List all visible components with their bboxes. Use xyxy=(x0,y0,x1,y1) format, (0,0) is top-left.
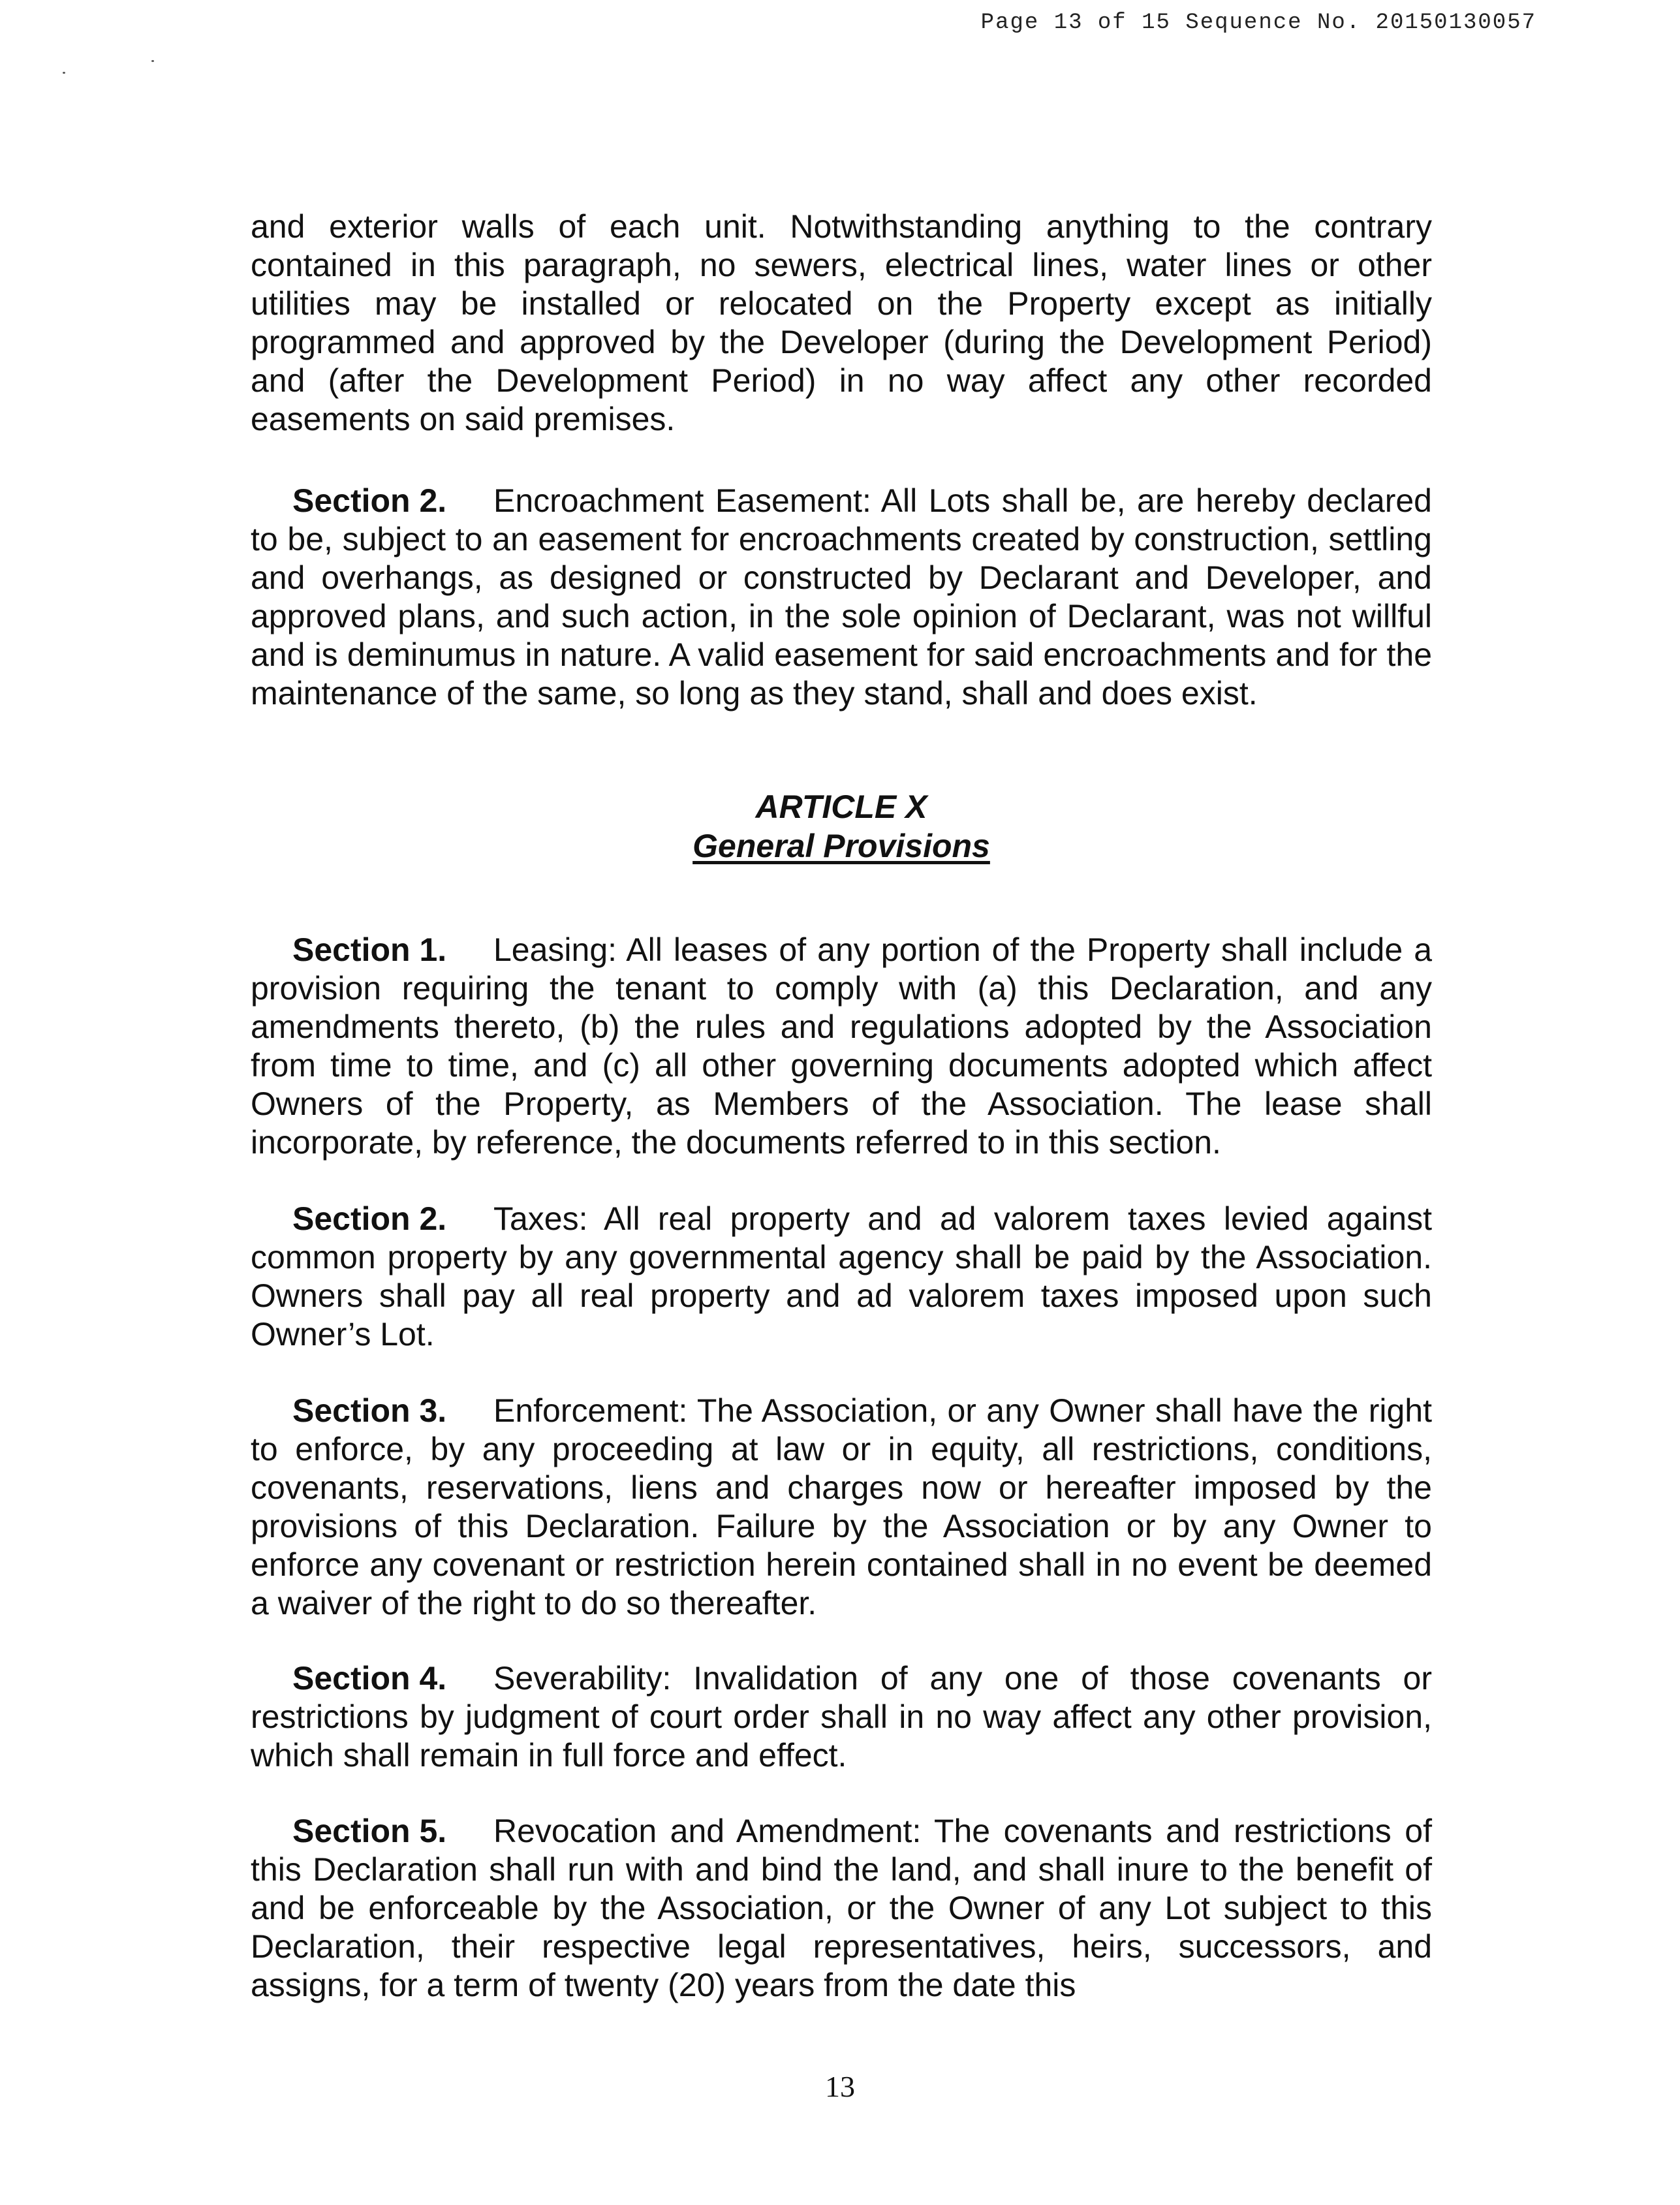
section-text: Enforcement: The Association, or any Owner shall have the right to enforce, by any proceeding at law or in equity, all restrictions, conditions, covenants, reservations, liens and charges now or hereafter imposed by the provisions of this Declaration. Failure by the Association or by any Owner to enforce any covenant or restriction herein contained shall in no event be deemed a waiver of the right to do so thereafter. xyxy=(251,1392,1432,1621)
article-title: ARTICLE X xyxy=(755,789,927,825)
section-1-leasing xyxy=(251,931,1432,1162)
section-2-taxes xyxy=(251,1200,1432,1354)
section-label: Section 5. xyxy=(292,1813,447,1849)
section-text: Severability: Invalidation of any one of those covenants or restrictions by judgment of court order shall in no way affect any other provision, which shall remain in full force and effect. xyxy=(251,1660,1432,1774)
scan-speck xyxy=(151,60,154,62)
section-text: Taxes: All real property and ad valorem taxes levied against common property by any governmental agency shall be paid by the Association. Owners shall pay all real property and ad valorem taxes imposed upon such Owner’s Lot. xyxy=(251,1200,1432,1353)
intro-paragraph: and exterior walls of each unit. Notwithstanding anything to the contrary contained in this paragraph, no sewers, electrical lines, water lines or other utilities may be installed or relocated on the Property except as initially programmed and approved by the Developer (during the Development Period) and (after the Development Period) in no way affect any other recorded easements on said premises. xyxy=(251,208,1432,437)
section-label: Section 1. xyxy=(292,931,447,968)
section-label: Section 2. xyxy=(292,482,447,519)
section-label: Section 4. xyxy=(292,1660,447,1697)
section-label: Section 2. xyxy=(292,1200,447,1237)
section-text: Revocation and Amendment: The covenants and restrictions of this Declaration shall run with and bind the land, and shall inure to the benefit of and be enforceable by the Association, or the Owner of any Lot subject to this Declaration, their respective legal representatives, heirs, successors, and assigns, for a term of twenty (20) years from the date this xyxy=(251,1813,1432,2003)
scan-speck xyxy=(63,72,65,74)
article-heading xyxy=(251,787,1432,866)
section-2-encroachment xyxy=(251,482,1432,713)
section-5-revocation xyxy=(251,1812,1432,2005)
section-text: Encroachment Easement: All Lots shall be, are hereby declared to be, subject to an easement for encroachments created by construction, settling and overhangs, as designed or constructed by Declarant and Developer, and approved plans, and such action, in the sole opinion of Declarant, was not willful and is deminumus in nature. A valid easement for said encroachments and for the maintenance of the same, so long as they stand, shall and does exist. xyxy=(251,482,1432,712)
section-text: Leasing: All leases of any portion of the Property shall include a provision requiring the tenant to comply with (a) this Declaration, and any amendments thereto, (b) the rules and regulations adopted by the Association from time to time, and (c) all other governing documents adopted which affect Owners of the Property, as Members of the Association. The lease shall incorporate, by reference, the documents referred to in this section. xyxy=(251,931,1432,1161)
page-number: 13 xyxy=(825,2070,855,2103)
section-3-enforcement xyxy=(251,1392,1432,1623)
article-subtitle: General Provisions xyxy=(692,828,990,864)
page-header: Page 13 of 15 Sequence No. 20150130057 xyxy=(980,10,1536,35)
section-4-severability xyxy=(251,1659,1432,1775)
section-label: Section 3. xyxy=(292,1392,447,1429)
